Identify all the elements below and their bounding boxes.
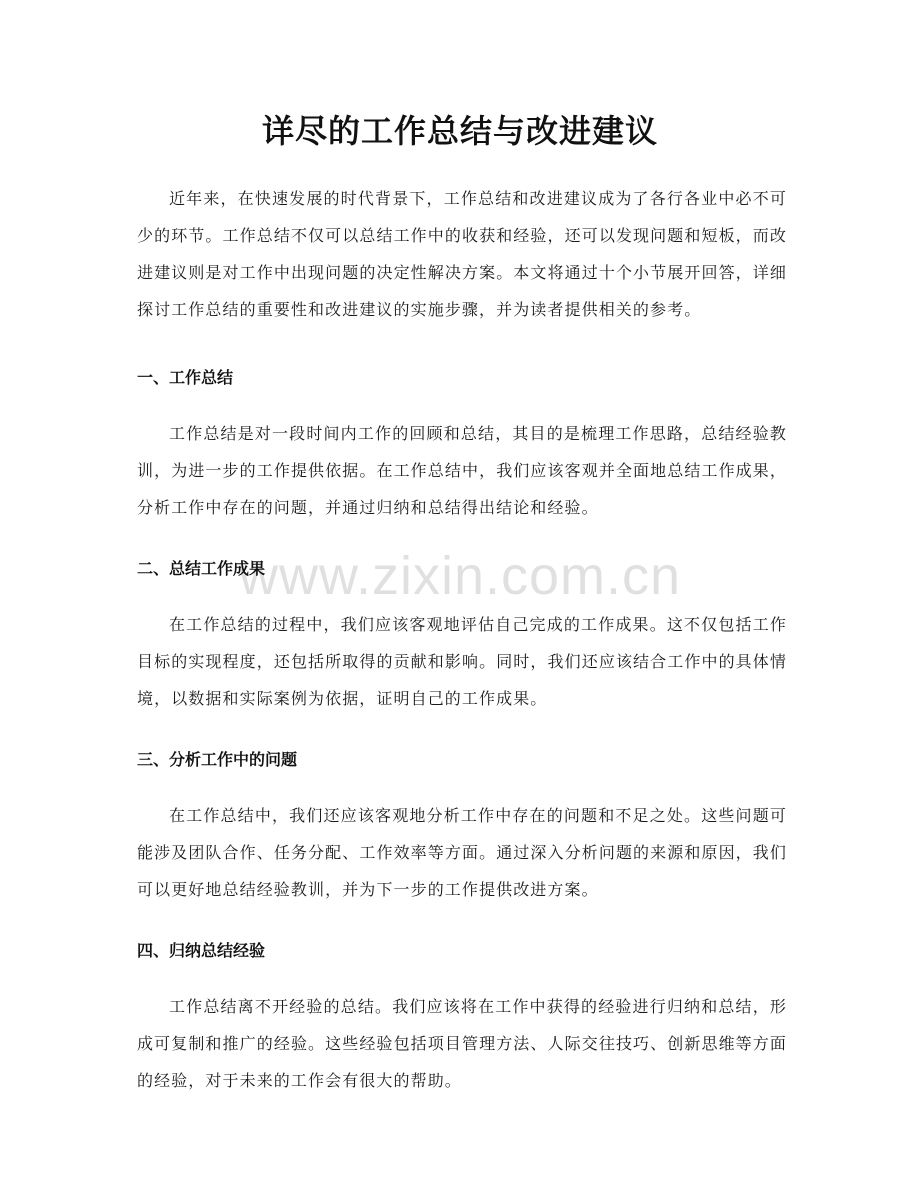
section-heading-2: 二、总结工作成果 (137, 559, 266, 578)
section-paragraph-1: 工作总结是对一段时间内工作的回顾和总结，其目的是梳理工作思路，总结经验教训，为进一步的工作提供依据。在工作总结中，我们应该客观并全面地总结工作成果，分析工作中存在的问题，并通过归纳和总结得出结论和经验。 (137, 424, 787, 517)
section-paragraph-3: 在工作总结中，我们还应该客观地分析工作中存在的问题和不足之处。这些问题可能涉及团队合作、任务分配、工作效率等方面。通过深入分析问题的来源和原因，我们可以更好地总结经验教训，并为下一步的工作提供改进方案。 (137, 806, 787, 899)
section-heading-3: 三、分析工作中的问题 (137, 750, 298, 769)
section-paragraph-4: 工作总结离不开经验的总结。我们应该将在工作中获得的经验进行归纳和总结，形成可复制和推广的经验。这些经验包括项目管理方法、人际交往技巧、创新思维等方面的经验，对于未来的工作会有很大的帮助。 (137, 997, 787, 1090)
document-body (137, 180, 787, 1099)
watermark-text: www.zixin.com.cn (238, 546, 682, 606)
section-heading-4: 四、归纳总结经验 (137, 941, 266, 960)
intro-paragraph: 近年来，在快速发展的时代背景下，工作总结和改进建议成为了各行各业中必不可少的环节。工作总结不仅可以总结工作中的收获和经验，还可以发现问题和短板，而改进建议则是对工作中出现问题的决定性解决方案。本文将通过十个小节展开回答，详细探讨工作总结的重要性和改进建议的实施步骤，并为读者提供相关的参考。 (137, 189, 787, 319)
section-paragraph-2: 在工作总结的过程中，我们应该客观地评估自己完成的工作成果。这不仅包括工作目标的实现程度，还包括所取得的贡献和影响。同时，我们还应该结合工作中的具体情境，以数据和实际案例为依据，证明自己的工作成果。 (137, 615, 787, 708)
section-heading-1: 一、工作总结 (137, 368, 234, 387)
document-title: 详尽的工作总结与改进建议 (261, 112, 658, 150)
